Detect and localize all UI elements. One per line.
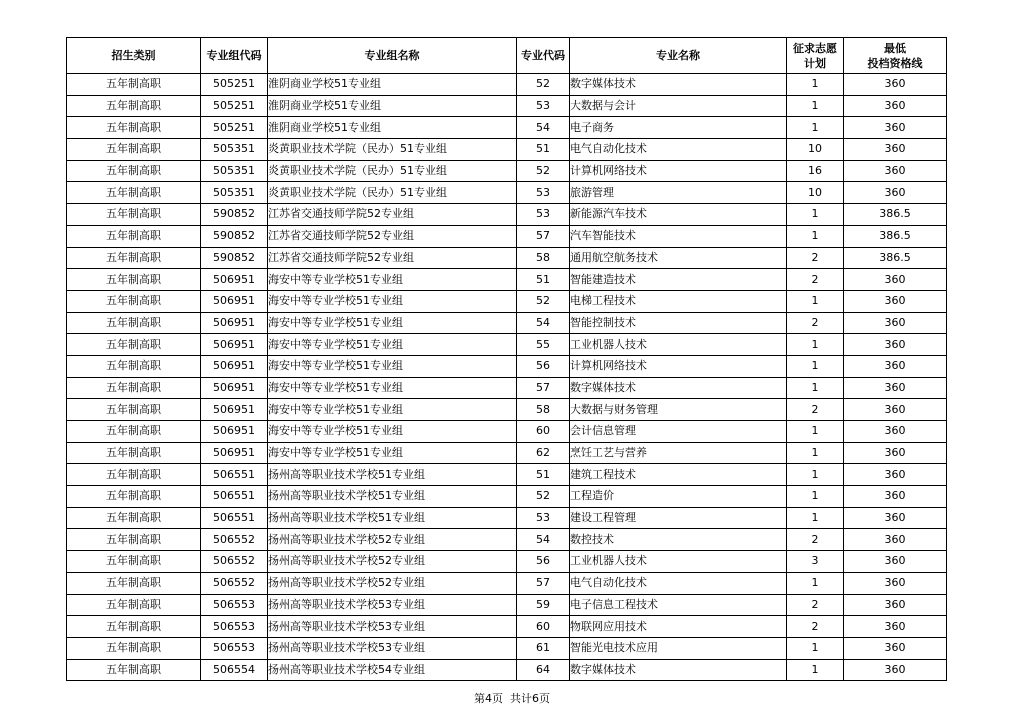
cell-group-code: 505351 [201, 160, 268, 182]
cell-major-code: 53 [517, 507, 570, 529]
cell-major-name: 数字媒体技术 [570, 659, 787, 681]
cell-major-name: 大数据与财务管理 [570, 399, 787, 421]
header-group-code: 专业组代码 [201, 38, 268, 74]
cell-major-name: 汽车智能技术 [570, 225, 787, 247]
cell-plan: 1 [787, 659, 844, 681]
cell-group-code: 506951 [201, 334, 268, 356]
table-row [67, 269, 947, 291]
cell-min-score: 360 [844, 290, 947, 312]
cell-major-code: 51 [517, 464, 570, 486]
cell-plan: 1 [787, 486, 844, 508]
cell-group-code: 506551 [201, 507, 268, 529]
cell-category: 五年制高职 [67, 269, 201, 291]
cell-major-code: 56 [517, 551, 570, 573]
cell-min-score: 386.5 [844, 225, 947, 247]
cell-major-code: 57 [517, 572, 570, 594]
cell-group-code: 506951 [201, 290, 268, 312]
table-row [67, 117, 947, 139]
cell-group-name: 扬州高等职业技术学校54专业组 [268, 659, 517, 681]
cell-group-name: 扬州高等职业技术学校53专业组 [268, 637, 517, 659]
cell-group-code: 505351 [201, 139, 268, 161]
cell-group-code: 506951 [201, 421, 268, 443]
cell-category: 五年制高职 [67, 334, 201, 356]
header-plan: 征求志愿 计划 [787, 38, 844, 74]
cell-group-name: 扬州高等职业技术学校53专业组 [268, 616, 517, 638]
cell-category: 五年制高职 [67, 421, 201, 443]
cell-category: 五年制高职 [67, 377, 201, 399]
table-header-row [67, 38, 947, 74]
cell-major-name: 数字媒体技术 [570, 74, 787, 96]
cell-min-score: 360 [844, 377, 947, 399]
cell-plan: 1 [787, 464, 844, 486]
cell-min-score: 360 [844, 182, 947, 204]
cell-group-code: 590852 [201, 204, 268, 226]
cell-group-name: 海安中等专业学校51专业组 [268, 399, 517, 421]
cell-group-code: 506554 [201, 659, 268, 681]
cell-plan: 1 [787, 117, 844, 139]
table-row [67, 290, 947, 312]
cell-plan: 1 [787, 377, 844, 399]
cell-group-name: 扬州高等职业技术学校52专业组 [268, 551, 517, 573]
header-category: 招生类别 [67, 38, 201, 74]
table-row [67, 377, 947, 399]
cell-major-code: 54 [517, 117, 570, 139]
table-row [67, 204, 947, 226]
cell-min-score: 360 [844, 269, 947, 291]
cell-plan: 10 [787, 182, 844, 204]
cell-group-name: 扬州高等职业技术学校51专业组 [268, 486, 517, 508]
table-row [67, 486, 947, 508]
cell-major-code: 62 [517, 442, 570, 464]
cell-major-name: 电梯工程技术 [570, 290, 787, 312]
cell-major-name: 大数据与会计 [570, 95, 787, 117]
cell-min-score: 360 [844, 529, 947, 551]
table-row [67, 225, 947, 247]
cell-group-name: 海安中等专业学校51专业组 [268, 377, 517, 399]
header-min-score: 最低 投档资格线 [844, 38, 947, 74]
table-row [67, 160, 947, 182]
cell-major-name: 新能源汽车技术 [570, 204, 787, 226]
cell-group-code: 590852 [201, 247, 268, 269]
cell-plan: 3 [787, 551, 844, 573]
table-row [67, 139, 947, 161]
cell-group-name: 海安中等专业学校51专业组 [268, 334, 517, 356]
cell-category: 五年制高职 [67, 507, 201, 529]
cell-group-code: 506553 [201, 616, 268, 638]
cell-min-score: 360 [844, 74, 947, 96]
cell-group-name: 江苏省交通技师学院52专业组 [268, 225, 517, 247]
cell-plan: 2 [787, 616, 844, 638]
cell-major-code: 57 [517, 377, 570, 399]
cell-plan: 1 [787, 334, 844, 356]
cell-major-code: 55 [517, 334, 570, 356]
cell-min-score: 360 [844, 442, 947, 464]
cell-major-code: 54 [517, 312, 570, 334]
page-footer: 第4页 共计6页 [474, 692, 550, 705]
cell-major-code: 51 [517, 269, 570, 291]
cell-plan: 1 [787, 637, 844, 659]
table-row [67, 312, 947, 334]
cell-category: 五年制高职 [67, 225, 201, 247]
cell-major-name: 建设工程管理 [570, 507, 787, 529]
cell-major-code: 58 [517, 399, 570, 421]
cell-plan: 2 [787, 594, 844, 616]
cell-major-name: 烹饪工艺与营养 [570, 442, 787, 464]
table-row [67, 421, 947, 443]
cell-category: 五年制高职 [67, 139, 201, 161]
cell-group-code: 506551 [201, 464, 268, 486]
cell-min-score: 360 [844, 659, 947, 681]
cell-plan: 1 [787, 204, 844, 226]
cell-major-code: 52 [517, 290, 570, 312]
cell-major-code: 52 [517, 74, 570, 96]
cell-major-name: 智能建造技术 [570, 269, 787, 291]
cell-min-score: 386.5 [844, 247, 947, 269]
cell-min-score: 360 [844, 551, 947, 573]
cell-group-name: 炎黄职业技术学院（民办）51专业组 [268, 160, 517, 182]
cell-plan: 10 [787, 139, 844, 161]
cell-category: 五年制高职 [67, 594, 201, 616]
table-row [67, 572, 947, 594]
table-row [67, 442, 947, 464]
header-group-name: 专业组名称 [268, 38, 517, 74]
cell-major-code: 59 [517, 594, 570, 616]
cell-group-code: 506552 [201, 529, 268, 551]
cell-min-score: 360 [844, 507, 947, 529]
cell-group-name: 炎黄职业技术学院（民办）51专业组 [268, 182, 517, 204]
cell-major-name: 物联网应用技术 [570, 616, 787, 638]
cell-plan: 1 [787, 355, 844, 377]
cell-major-code: 60 [517, 616, 570, 638]
cell-min-score: 386.5 [844, 204, 947, 226]
cell-min-score: 360 [844, 312, 947, 334]
cell-min-score: 360 [844, 95, 947, 117]
table-row [67, 551, 947, 573]
cell-plan: 16 [787, 160, 844, 182]
cell-category: 五年制高职 [67, 616, 201, 638]
cell-group-code: 506951 [201, 269, 268, 291]
cell-min-score: 360 [844, 160, 947, 182]
admission-table [66, 37, 947, 681]
cell-group-code: 506551 [201, 486, 268, 508]
cell-plan: 1 [787, 74, 844, 96]
cell-category: 五年制高职 [67, 464, 201, 486]
cell-plan: 2 [787, 269, 844, 291]
cell-major-name: 智能控制技术 [570, 312, 787, 334]
cell-plan: 2 [787, 529, 844, 551]
table-row [67, 334, 947, 356]
cell-group-code: 505251 [201, 74, 268, 96]
table-row [67, 247, 947, 269]
cell-major-code: 57 [517, 225, 570, 247]
cell-min-score: 360 [844, 117, 947, 139]
cell-category: 五年制高职 [67, 95, 201, 117]
cell-min-score: 360 [844, 421, 947, 443]
cell-min-score: 360 [844, 486, 947, 508]
cell-group-code: 506951 [201, 399, 268, 421]
cell-group-name: 江苏省交通技师学院52专业组 [268, 204, 517, 226]
cell-group-name: 海安中等专业学校51专业组 [268, 312, 517, 334]
cell-major-code: 53 [517, 204, 570, 226]
table-body [67, 74, 947, 681]
cell-group-code: 505351 [201, 182, 268, 204]
cell-group-code: 506552 [201, 572, 268, 594]
cell-group-name: 海安中等专业学校51专业组 [268, 269, 517, 291]
cell-major-code: 64 [517, 659, 570, 681]
cell-group-code: 506553 [201, 637, 268, 659]
header-major-code: 专业代码 [517, 38, 570, 74]
cell-major-name: 数控技术 [570, 529, 787, 551]
cell-category: 五年制高职 [67, 529, 201, 551]
table-row [67, 399, 947, 421]
cell-major-code: 51 [517, 139, 570, 161]
table-row [67, 507, 947, 529]
cell-group-name: 炎黄职业技术学院（民办）51专业组 [268, 139, 517, 161]
cell-plan: 1 [787, 572, 844, 594]
cell-group-code: 505251 [201, 117, 268, 139]
cell-group-name: 淮阴商业学校51专业组 [268, 95, 517, 117]
cell-group-name: 海安中等专业学校51专业组 [268, 290, 517, 312]
table-row [67, 464, 947, 486]
cell-major-code: 61 [517, 637, 570, 659]
cell-major-name: 电子商务 [570, 117, 787, 139]
cell-group-code: 506951 [201, 355, 268, 377]
cell-group-code: 506553 [201, 594, 268, 616]
cell-group-name: 扬州高等职业技术学校51专业组 [268, 464, 517, 486]
cell-major-name: 计算机网络技术 [570, 160, 787, 182]
cell-category: 五年制高职 [67, 312, 201, 334]
cell-major-name: 会计信息管理 [570, 421, 787, 443]
cell-category: 五年制高职 [67, 637, 201, 659]
cell-category: 五年制高职 [67, 399, 201, 421]
cell-plan: 1 [787, 442, 844, 464]
cell-category: 五年制高职 [67, 160, 201, 182]
cell-min-score: 360 [844, 464, 947, 486]
table-row [67, 74, 947, 96]
cell-group-name: 海安中等专业学校51专业组 [268, 421, 517, 443]
cell-group-name: 海安中等专业学校51专业组 [268, 355, 517, 377]
table-row [67, 637, 947, 659]
cell-plan: 1 [787, 290, 844, 312]
cell-plan: 2 [787, 312, 844, 334]
cell-group-code: 505251 [201, 95, 268, 117]
cell-category: 五年制高职 [67, 182, 201, 204]
cell-group-name: 江苏省交通技师学院52专业组 [268, 247, 517, 269]
cell-category: 五年制高职 [67, 117, 201, 139]
cell-major-name: 电子信息工程技术 [570, 594, 787, 616]
table-row [67, 659, 947, 681]
cell-major-name: 工业机器人技术 [570, 551, 787, 573]
cell-min-score: 360 [844, 594, 947, 616]
cell-plan: 1 [787, 421, 844, 443]
cell-major-name: 工业机器人技术 [570, 334, 787, 356]
table-row [67, 616, 947, 638]
cell-category: 五年制高职 [67, 551, 201, 573]
cell-plan: 1 [787, 225, 844, 247]
cell-category: 五年制高职 [67, 247, 201, 269]
cell-major-name: 数字媒体技术 [570, 377, 787, 399]
cell-major-name: 通用航空航务技术 [570, 247, 787, 269]
table-row [67, 355, 947, 377]
cell-min-score: 360 [844, 637, 947, 659]
cell-group-code: 506951 [201, 442, 268, 464]
cell-category: 五年制高职 [67, 659, 201, 681]
cell-min-score: 360 [844, 139, 947, 161]
cell-major-name: 电气自动化技术 [570, 139, 787, 161]
cell-major-code: 53 [517, 182, 570, 204]
cell-category: 五年制高职 [67, 355, 201, 377]
cell-group-name: 淮阴商业学校51专业组 [268, 74, 517, 96]
cell-major-name: 建筑工程技术 [570, 464, 787, 486]
cell-group-name: 扬州高等职业技术学校53专业组 [268, 594, 517, 616]
cell-category: 五年制高职 [67, 290, 201, 312]
cell-min-score: 360 [844, 616, 947, 638]
cell-major-code: 52 [517, 160, 570, 182]
cell-category: 五年制高职 [67, 442, 201, 464]
cell-group-code: 506951 [201, 377, 268, 399]
cell-plan: 1 [787, 95, 844, 117]
cell-category: 五年制高职 [67, 74, 201, 96]
cell-major-name: 智能光电技术应用 [570, 637, 787, 659]
cell-plan: 1 [787, 507, 844, 529]
cell-group-code: 590852 [201, 225, 268, 247]
cell-plan: 2 [787, 399, 844, 421]
cell-group-name: 扬州高等职业技术学校52专业组 [268, 572, 517, 594]
cell-major-name: 工程造价 [570, 486, 787, 508]
cell-category: 五年制高职 [67, 486, 201, 508]
cell-major-code: 54 [517, 529, 570, 551]
cell-major-name: 电气自动化技术 [570, 572, 787, 594]
cell-major-code: 53 [517, 95, 570, 117]
cell-min-score: 360 [844, 572, 947, 594]
cell-major-code: 56 [517, 355, 570, 377]
cell-group-name: 海安中等专业学校51专业组 [268, 442, 517, 464]
cell-group-code: 506951 [201, 312, 268, 334]
cell-min-score: 360 [844, 355, 947, 377]
cell-major-code: 58 [517, 247, 570, 269]
cell-category: 五年制高职 [67, 204, 201, 226]
cell-plan: 2 [787, 247, 844, 269]
table-row [67, 95, 947, 117]
cell-group-name: 扬州高等职业技术学校52专业组 [268, 529, 517, 551]
cell-min-score: 360 [844, 399, 947, 421]
table-row [67, 529, 947, 551]
table-row [67, 594, 947, 616]
cell-major-code: 60 [517, 421, 570, 443]
header-major-name: 专业名称 [570, 38, 787, 74]
cell-major-name: 旅游管理 [570, 182, 787, 204]
cell-group-code: 506552 [201, 551, 268, 573]
table-row [67, 182, 947, 204]
cell-category: 五年制高职 [67, 572, 201, 594]
cell-major-code: 52 [517, 486, 570, 508]
cell-min-score: 360 [844, 334, 947, 356]
cell-group-name: 扬州高等职业技术学校51专业组 [268, 507, 517, 529]
cell-major-name: 计算机网络技术 [570, 355, 787, 377]
cell-group-name: 淮阴商业学校51专业组 [268, 117, 517, 139]
